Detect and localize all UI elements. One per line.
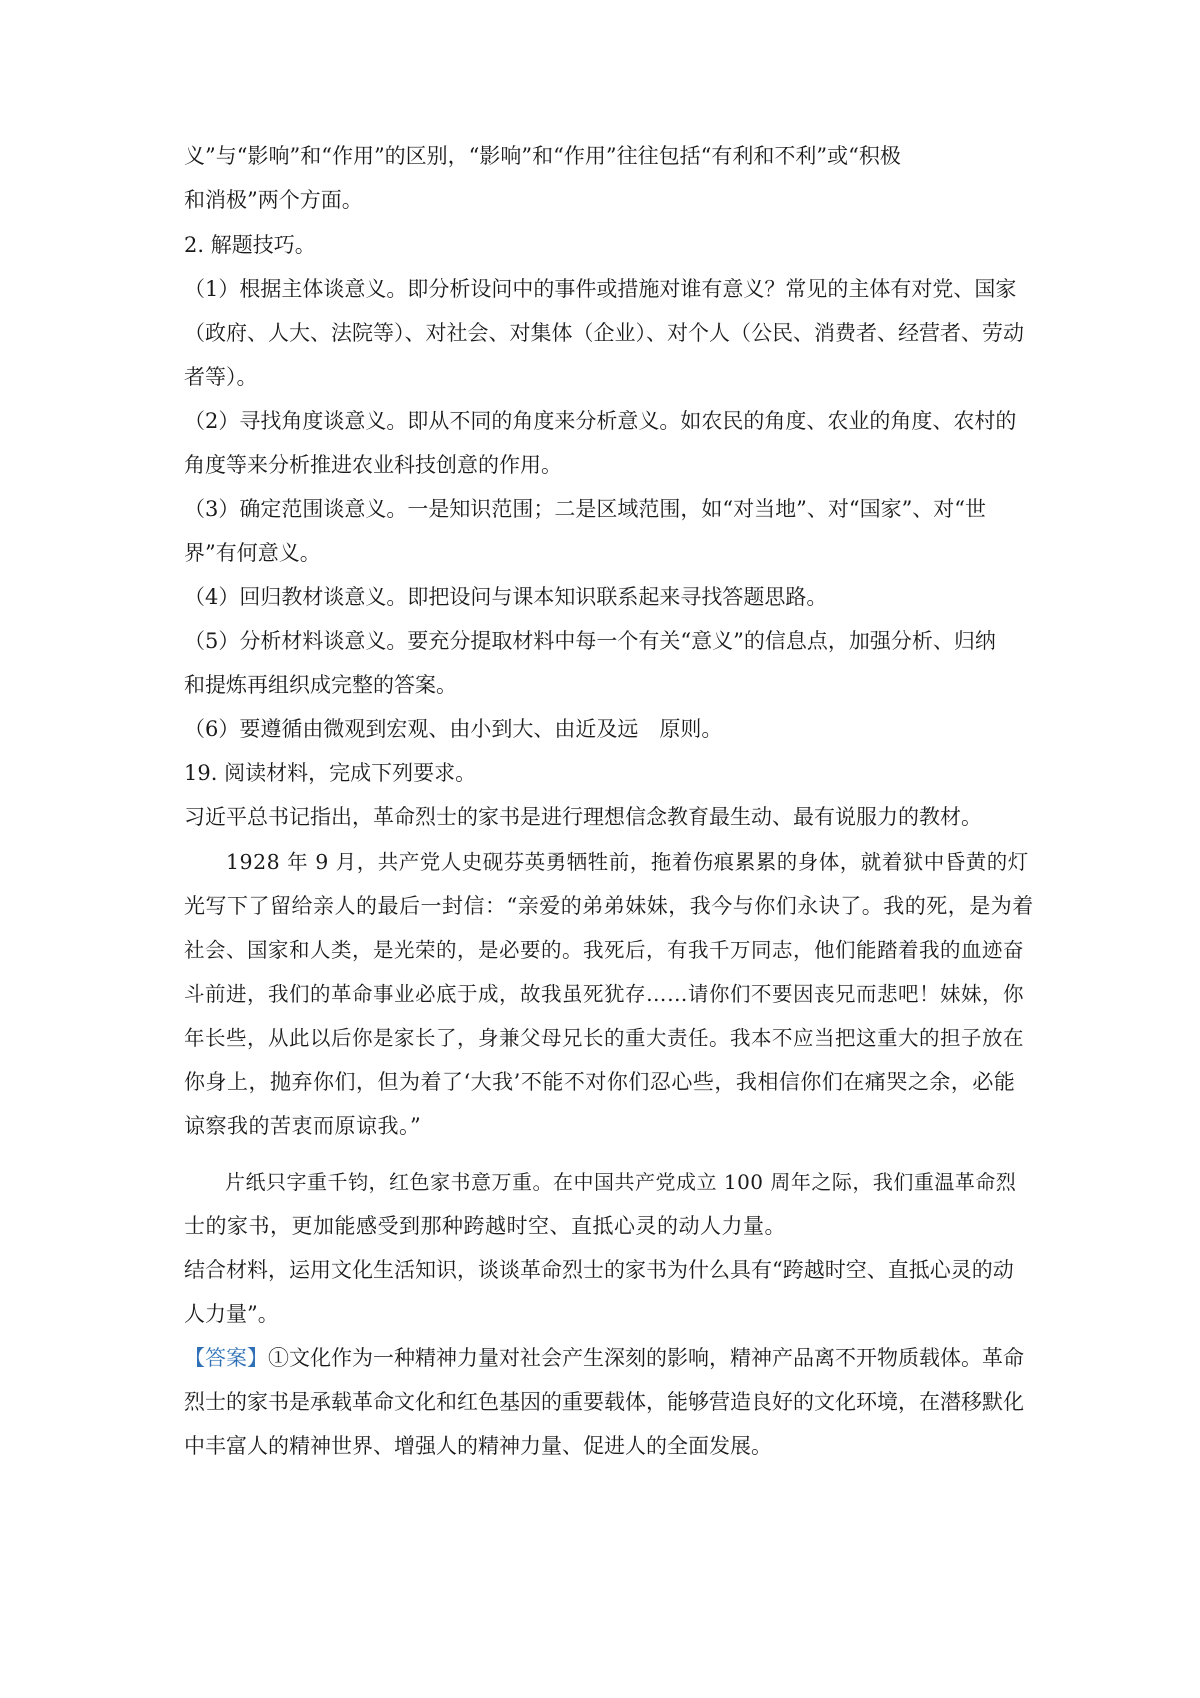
answer-line: 中丰富人的精神世界、增强人的精神力量、促进人的全面发展。 <box>184 1434 772 1458</box>
text-line: （3）确定范围谈意义。一是知识范围；二是区域范围，如“对当地”、对“国家”、对“世 <box>184 497 987 521</box>
text-line: 者等）。 <box>184 365 258 389</box>
text-line: 角度等来分析推进农业科技创意的作用。 <box>184 453 562 477</box>
text-line: （4）回归教材谈意义。即把设问与课本知识联系起来寻找答题思路。 <box>184 585 828 609</box>
letter-line: 你身上，抛弃你们，但为着了‘大我’不能不对你们忍心些，我相信你们在痛哭之余，必能 <box>184 1070 1016 1094</box>
text-line: 和消极”两个方面。 <box>184 188 363 212</box>
text-line: 和提炼再组织成完整的答案。 <box>184 673 457 697</box>
text-line: 习近平总书记指出，革命烈士的家书是进行理想信念教育最生动、最有说服力的教材。 <box>184 805 982 829</box>
text-line: （5）分析材料谈意义。要充分提取材料中每一个有关“意义”的信息点，加强分析、归纳 <box>184 629 996 653</box>
answer-text: ①文化作为一种精神力量对社会产生深刻的影响，精神产品离不开物质载体。革命 <box>268 1346 1024 1370</box>
answer-line <box>184 1344 1034 1372</box>
letter-line: 光写下了留给亲人的最后一封信：“亲爱的弟弟妹妹，我今与你们永诀了。我的死，是为着 <box>184 894 1034 918</box>
text-line: 界”有何意义。 <box>184 541 321 565</box>
question-number: 19. 阅读材料，完成下列要求。 <box>184 761 477 785</box>
question-line: 人力量”。 <box>184 1302 279 1326</box>
letter-line: 士的家书，更加能感受到那种跨越时空、直抵心灵的动人力量。 <box>184 1214 786 1238</box>
text-line: （6）要遵循由微观到宏观、由小到大、由近及远 原则。 <box>184 717 723 741</box>
text-line: （政府、人大、法院等）、对社会、对集体（企业）、对个人（公民、消费者、经营者、劳动 <box>184 321 1024 345</box>
letter-line: 1928 年 9 月，共产党人史砚芬英勇牺牲前，拖着伤痕累累的身体，就着狱中昏黄的灯 <box>184 850 1029 874</box>
letter-line: 谅察我的苦衷而原谅我。” <box>184 1114 422 1138</box>
answer-tag: 【答案】 <box>184 1346 268 1370</box>
letter-line: 斗前进，我们的革命事业必底于成，故我虽死犹存……请你们不要因丧兄而悲吧！妹妹，你 <box>184 982 1024 1006</box>
text-line: （1）根据主体谈意义。即分析设问中的事件或措施对谁有意义？常见的主体有对党、国家 <box>184 277 1017 301</box>
answer-line: 烈士的家书是承载革命文化和红色基因的重要载体，能够营造良好的文化环境，在潜移默化 <box>184 1390 1024 1414</box>
letter-line: 年长些，从此以后你是家长了，身兼父母兄长的重大责任。我本不应当把这重大的担子放在 <box>184 1026 1024 1050</box>
letter-line: 片纸只字重千钧，红色家书意万重。在中国共产党成立 100 周年之际，我们重温革命烈 <box>184 1170 1017 1194</box>
letter-line: 社会、国家和人类，是光荣的，是必要的。我死后，有我千万同志，他们能踏着我的血迹奋 <box>184 938 1024 962</box>
question-line: 结合材料，运用文化生活知识，谈谈革命烈士的家书为什么具有“跨越时空、直抵心灵的动 <box>184 1258 1014 1282</box>
section-heading: 2. 解题技巧。 <box>184 233 316 257</box>
text-line: （2）寻找角度谈意义。即从不同的角度来分析意义。如农民的角度、农业的角度、农村的 <box>184 409 1017 433</box>
text-line: 义”与“影响”和“作用”的区别，“影响”和“作用”往往包括“有利和不利”或“积极 <box>184 144 901 168</box>
